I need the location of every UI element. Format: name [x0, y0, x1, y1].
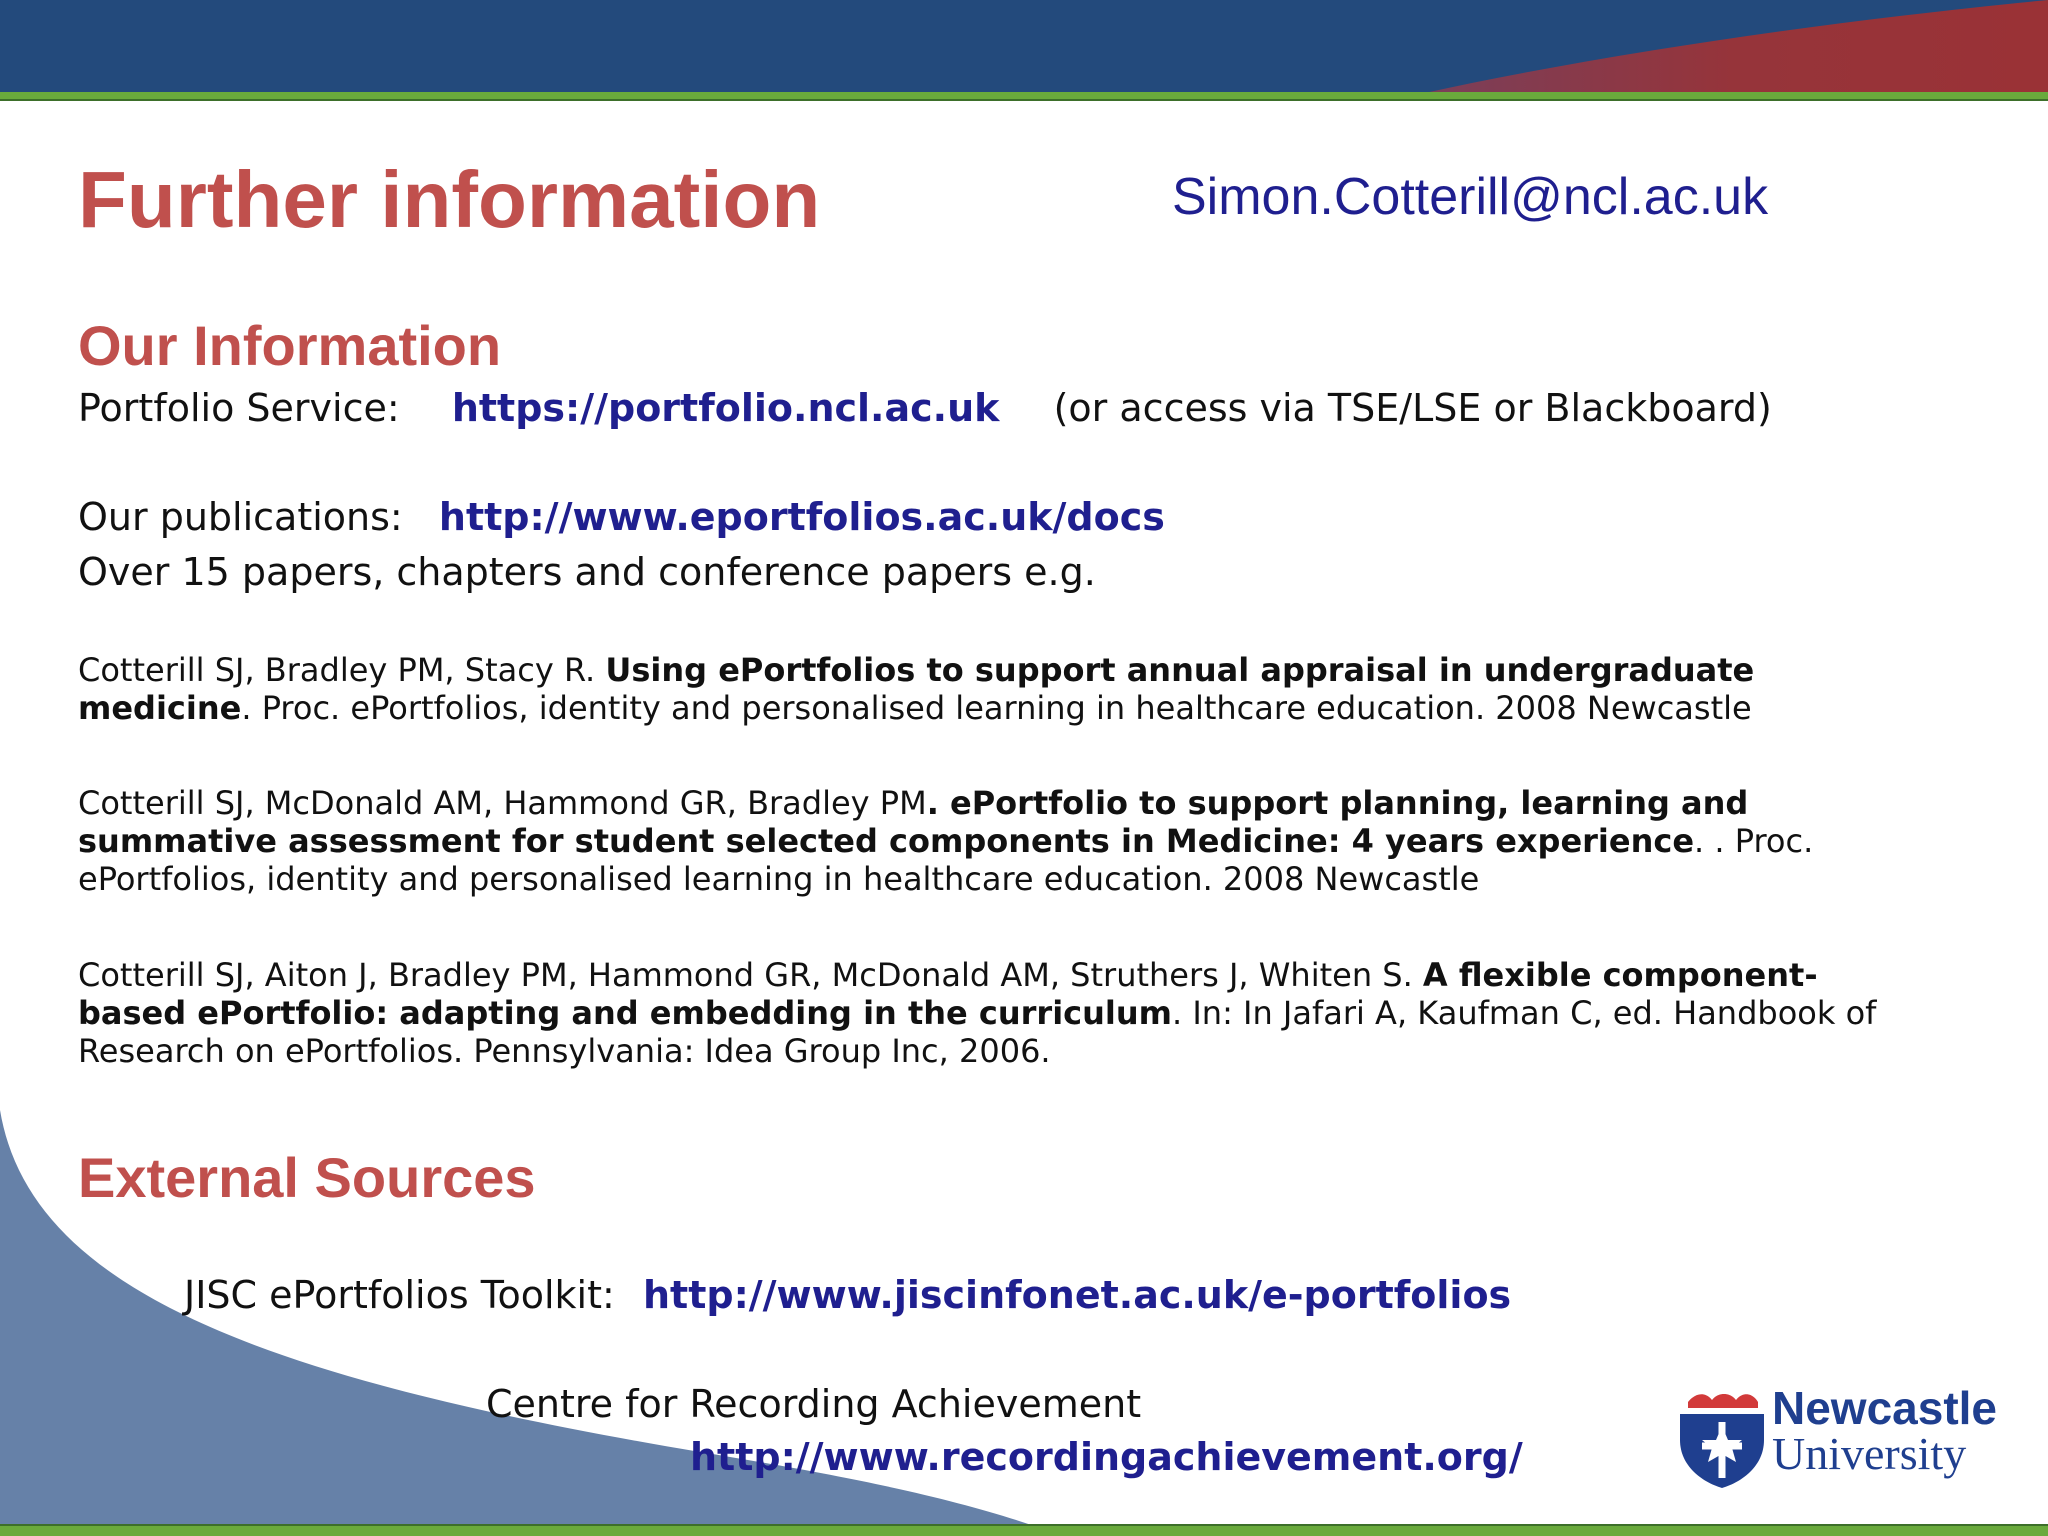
portfolio-service-label: Portfolio Service:: [78, 386, 400, 430]
portfolio-service-note: (or access via TSE/LSE or Blackboard): [1053, 386, 1772, 430]
university-crest-icon: [1676, 1382, 1768, 1490]
logo-line-1: Newcastle: [1772, 1382, 1998, 1434]
contact-email-link[interactable]: Simon.Cotterill@ncl.ac.uk: [1172, 168, 1769, 226]
publications-line: [78, 493, 1165, 541]
jisc-label: JISC ePortfolios Toolkit:: [184, 1273, 615, 1317]
publications-link[interactable]: http://www.eportfolios.ac.uk/docs: [438, 495, 1165, 539]
page-title: Further information: [78, 155, 821, 244]
reference-details: . In: In Jafari A, Kaufman C, ed. Handbook of Research on ePortfolios. Pennsylvania: Idea Group Inc, 2006.: [78, 994, 1877, 1070]
reference-authors: Cotterill SJ, Bradley PM, Stacy R.: [78, 651, 606, 689]
portfolio-service-line: [78, 384, 1772, 432]
logo-line-2: University: [1772, 1428, 1967, 1479]
reference-authors: Cotterill SJ, Aiton J, Bradley PM, Hammond GR, McDonald AM, Struthers J, Whiten S.: [78, 956, 1423, 994]
reference-title: A flexible component-based ePortfolio: adapting and embedding in the curriculum: [78, 956, 1818, 1032]
reference-details: . Proc. ePortfolios, identity and personalised learning in healthcare education. 2008 Newcastle: [241, 689, 1752, 727]
reference-details: . . Proc. ePortfolios, identity and personalised learning in healthcare education. 2008 Newcastle: [78, 822, 1814, 898]
publications-label: Our publications:: [78, 495, 403, 539]
our-information-heading: Our Information: [78, 314, 502, 377]
portfolio-service-link[interactable]: https://portfolio.ncl.ac.uk: [451, 386, 1000, 430]
reference-title: Using ePortfolios to support annual appraisal in undergraduate medicine: [78, 651, 1755, 727]
jisc-line: [184, 1271, 1511, 1319]
top-band-decoration: [0, 0, 2048, 104]
jisc-link[interactable]: http://www.jiscinfonet.ac.uk/e-portfolios: [643, 1273, 1512, 1317]
cra-label: Centre for Recording Achievement: [486, 1382, 1142, 1426]
cra-link[interactable]: http://www.recordingachievement.org/: [690, 1435, 1523, 1479]
reference-authors: Cotterill SJ, McDonald AM, Hammond GR, Bradley PM: [78, 784, 927, 822]
newcastle-university-logo: [1676, 1382, 1996, 1494]
reference-title: . ePortfolio to support planning, learning and summative assessment for student selected components in Medicine: 4 years experience: [78, 784, 1749, 860]
reference-item: [78, 956, 1878, 1070]
external-sources-heading: External Sources: [78, 1146, 536, 1209]
reference-item: [78, 784, 1878, 898]
reference-item: [78, 651, 1878, 727]
publications-summary: Over 15 papers, chapters and conference papers e.g.: [78, 550, 1096, 594]
